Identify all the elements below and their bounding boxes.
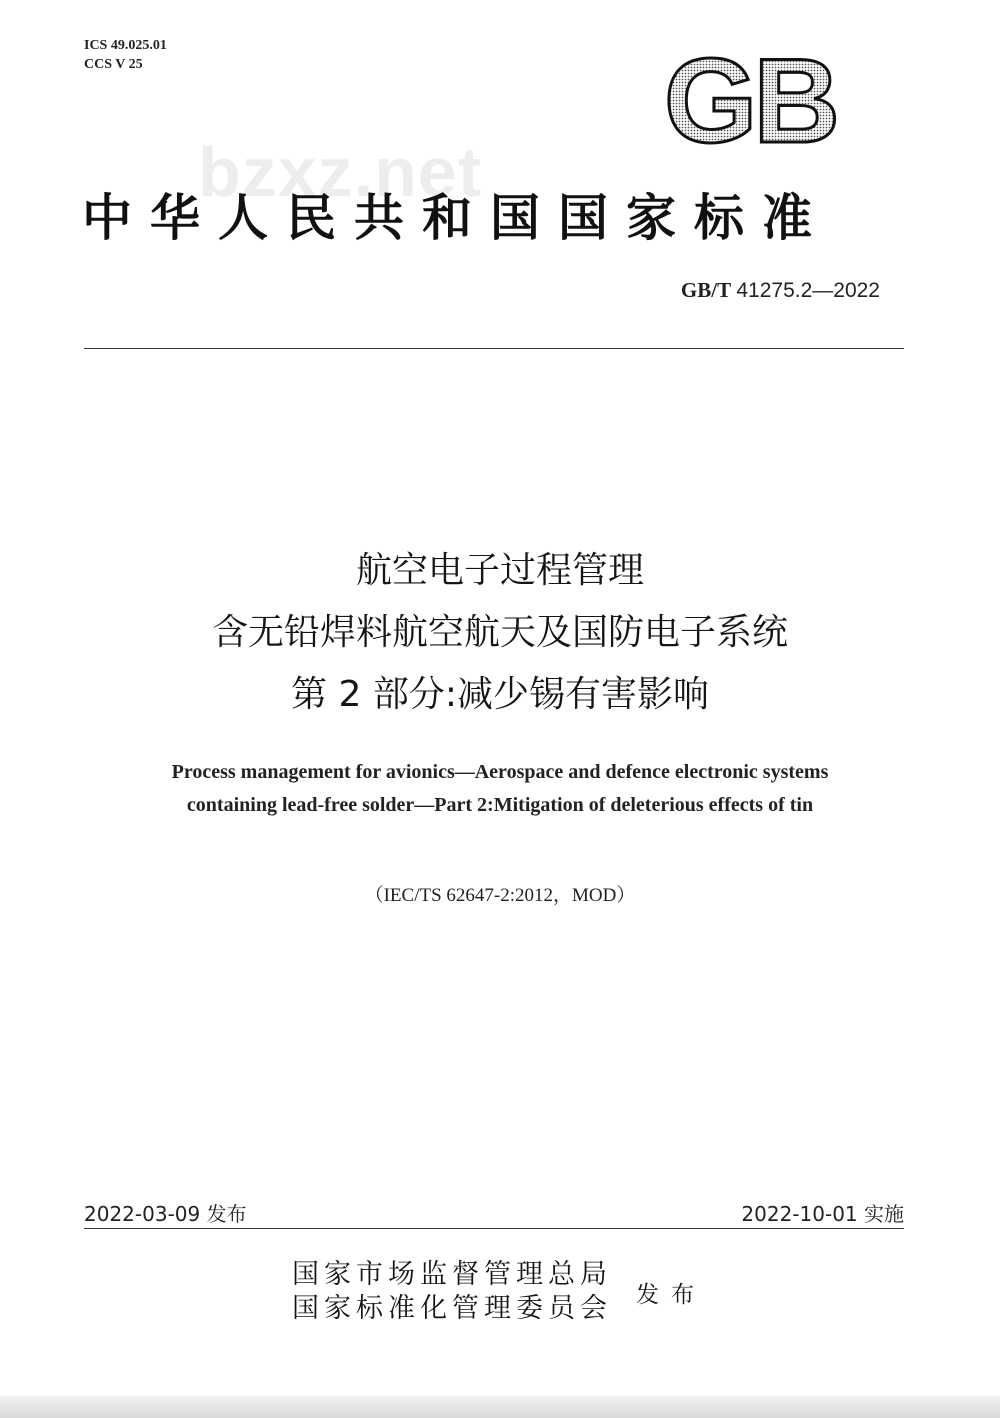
chinese-title-line: 航空电子过程管理 (355, 550, 644, 591)
standard-prefix: GB/T (680, 278, 732, 302)
english-title-line: Process management for avionics—Aerospace and defence electronic systems (171, 761, 829, 783)
ics-code: ICS 49.025.01 (84, 38, 167, 53)
gb-logo (648, 48, 852, 152)
chinese-title-line: 第 2 部分:减少锡有害影响 (291, 674, 709, 715)
issuer-sac: 国家标准化管理委员会 (292, 1293, 612, 1324)
classification-codes (84, 36, 167, 74)
english-title-line: containing lead-free solder—Part 2:Mitigation of deleterious effects of tin (186, 794, 814, 816)
national-standard-title: 中华人民共和国国家标准 (82, 188, 830, 247)
standard-number (681, 278, 880, 303)
top-divider (84, 348, 904, 349)
page-edge-shadow (0, 1396, 1000, 1418)
watermark: bzxz.net (198, 133, 483, 211)
english-title (0, 756, 1000, 822)
gb-logo-text: GB (664, 48, 836, 152)
issuer-samr: 国家市场监督管理总局 (292, 1259, 612, 1290)
issue-date: 2022-03-09 发布 (84, 1202, 247, 1226)
ccs-code: CCS V 25 (84, 57, 143, 72)
implementation-date: 2022-10-01 实施 (741, 1202, 904, 1226)
adoption-reference: （IEC/TS 62647-2:2012，MOD） (364, 885, 636, 906)
standard-code: 41275.2—2022 (736, 279, 880, 302)
bottom-divider (84, 1228, 904, 1229)
chinese-title (0, 540, 1000, 726)
publish-label: 发布 (636, 1282, 706, 1308)
issuing-authorities (292, 1258, 612, 1326)
chinese-title-line: 含无铅焊料航空航天及国防电子系统 (211, 612, 788, 653)
